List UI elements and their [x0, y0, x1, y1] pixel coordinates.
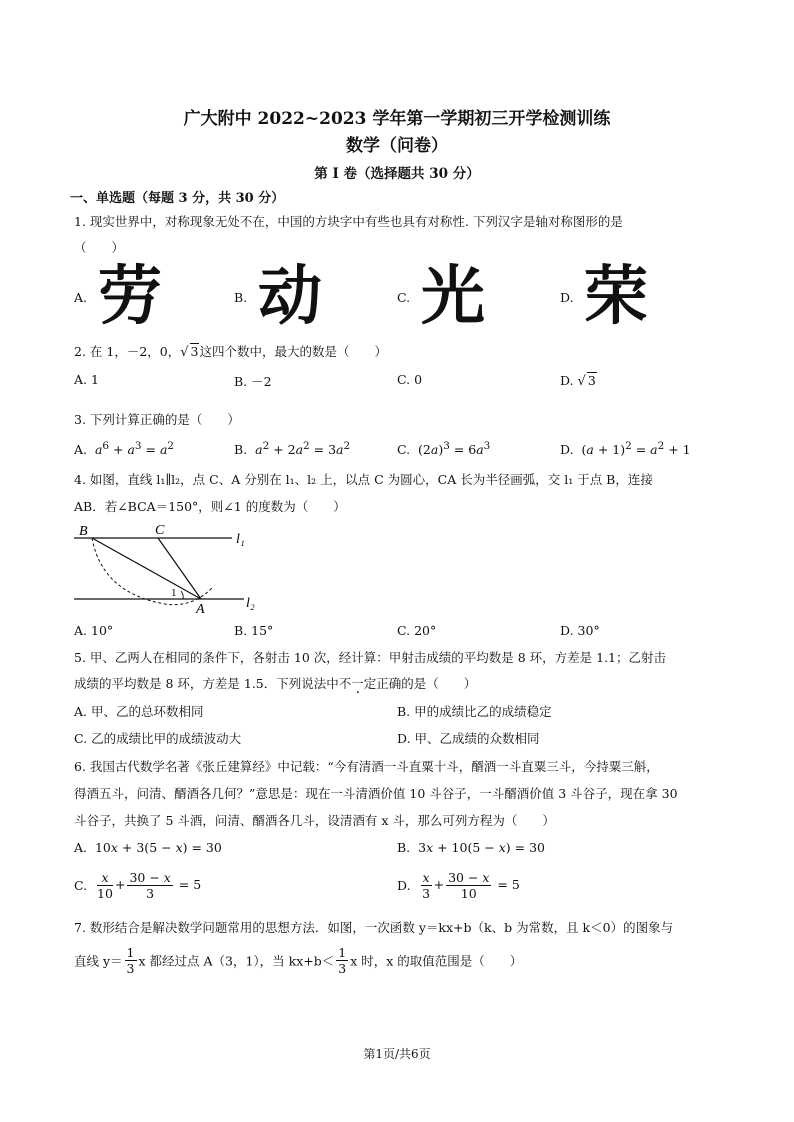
label-l2: l₂ [246, 596, 255, 611]
q6-line3: 斗谷子，共换了 5 斗酒，问清、醑酒各几斗，设清酒有 x 斗，那么可列方程为（ ） [74, 813, 555, 828]
q1-stem: 1. 现实世界中，对称现象无处不在，中国的方块字中有些也具有对称性. 下列汉字是轴对称图形的是 [74, 214, 623, 229]
q5-option-c: C. 乙的成绩比甲的成绩波动大 [74, 731, 242, 746]
q5-line2: 成绩的平均数是 8 环，方差是 1.5．下列说法中不一定正确的是（ ） [74, 676, 477, 691]
q3-stem: 3. 下列计算正确的是（ ） [74, 412, 240, 427]
q6-option-c: C. $\frac{x}{10}$ + $\frac{30 - x}{3}$ = 5 [74, 870, 202, 901]
q1-option-d-char: 荣 [584, 260, 648, 334]
q3-option-c: C. $(2a)^3 = 6a^3$ [397, 440, 491, 458]
exam-subtitle: 数学（问卷） [346, 136, 448, 156]
q3-option-a: A. $a^6 + a^3 = a^2$ [74, 440, 175, 458]
q2-stem: 2. 在 1，－2，0，√ 3这四个数中，最大的数是（ ） [74, 344, 387, 360]
q1-option-d-label: D. [560, 290, 574, 305]
q4-option-a: A. 10° [74, 623, 114, 638]
q1-option-a-char: 劳 [98, 260, 162, 334]
q5-option-a: A. 甲、乙的总环数相同 [74, 704, 204, 719]
q6-option-d: D. $\frac{x}{3}$ + $\frac{30 - x}{10}$ = 5 [397, 870, 520, 901]
q5-emphasis: 不一定 [338, 676, 377, 691]
q1-paren: （ ） [74, 240, 125, 255]
label-angle-1: 1 [171, 587, 177, 599]
q2-sqrt: 3 [190, 344, 199, 359]
q4-option-c: C. 20° [397, 623, 437, 638]
q1-option-c-char: 光 [421, 260, 485, 334]
q1-option-b-label: B. [234, 290, 248, 305]
q7-line2: 直线 y＝ $\frac{1}{3}$ x 都经过点 A（3，1），当 kx+b＜ $\frac{1}{3}$ x 时，x 的取值范围是（ ） [74, 945, 523, 976]
q6-line1: 6. 我国古代数学名著《张丘建算经》中记载：“今有清酒一斗直粟十斗，醑酒一斗直粟三斗，今持粟三斛， [74, 759, 659, 774]
q4-line2: AB．若∠BCA＝150°，则∠1 的度数为（ ） [74, 499, 346, 514]
label-c: C [155, 523, 165, 538]
q6-line2: 得酒五斗，问清、醑酒各几何？”意思是：现在一斗清酒价值 10 斗谷子，一斗醑酒价值 3 斗谷子，现在拿 30 [74, 786, 678, 801]
q7-line1: 7. 数形结合是解决数学问题常用的思想方法．如图，一次函数 y＝kx+b（k、b 为常数，且 k＜0）的图象与 [74, 920, 674, 935]
q5-option-d: D. 甲、乙成绩的众数相同 [397, 731, 540, 746]
exam-title: 广大附中 2022~2023 学年第一学期初三开学检测训练 [183, 109, 611, 129]
q4-figure [60, 518, 280, 618]
q1-option-b-char: 动 [258, 260, 322, 334]
q4-option-b: B. 15° [234, 623, 274, 638]
label-a: A [196, 602, 205, 617]
q2-option-a: A. 1 [74, 372, 99, 387]
q3-option-b: B. $a^2 + 2a^2 = 3a^2$ [234, 440, 351, 458]
page-number: 第1页/共6页 [363, 1047, 431, 1061]
segment-ba [92, 538, 201, 599]
part-heading: 一、单选题（每题 3 分，共 30 分） [70, 191, 285, 206]
q6-option-a: A. 10x + 3(5 − x) = 30 [74, 840, 222, 855]
angle-mark [181, 591, 183, 599]
q2-option-b: B. －2 [234, 374, 272, 389]
label-l1: l₁ [236, 532, 245, 547]
q3-option-d: D. $(a + 1)^2 = a^2 + 1$ [560, 440, 691, 458]
q4-option-d: D. 30° [560, 623, 600, 638]
label-b: B [79, 524, 88, 539]
q4-line1: 4. 如图，直线 l₁∥l₂，点 C、A 分别在 l₁、l₂ 上，以点 C 为圆心，CA 长为半径画弧，交 l₁ 于点 B，连接 [74, 472, 653, 487]
q1-option-c-label: C. [397, 290, 411, 305]
q6-option-b: B. 3x + 10(5 − x) = 30 [397, 840, 545, 855]
q5-option-b: B. 甲的成绩比乙的成绩稳定 [397, 704, 552, 719]
q1-option-a-label: A. [74, 290, 88, 305]
volume-heading: 第 I 卷（选择题共 30 分） [314, 166, 480, 182]
q2-option-c: C. 0 [397, 372, 423, 387]
q5-line1: 5. 甲、乙两人在相同的条件下，各射击 10 次，经计算：甲射击成绩的平均数是 8 环，方差是 1.1；乙射击 [74, 650, 667, 665]
q2-option-d: D. √ 3 [560, 373, 596, 389]
segment-ca [158, 538, 201, 599]
